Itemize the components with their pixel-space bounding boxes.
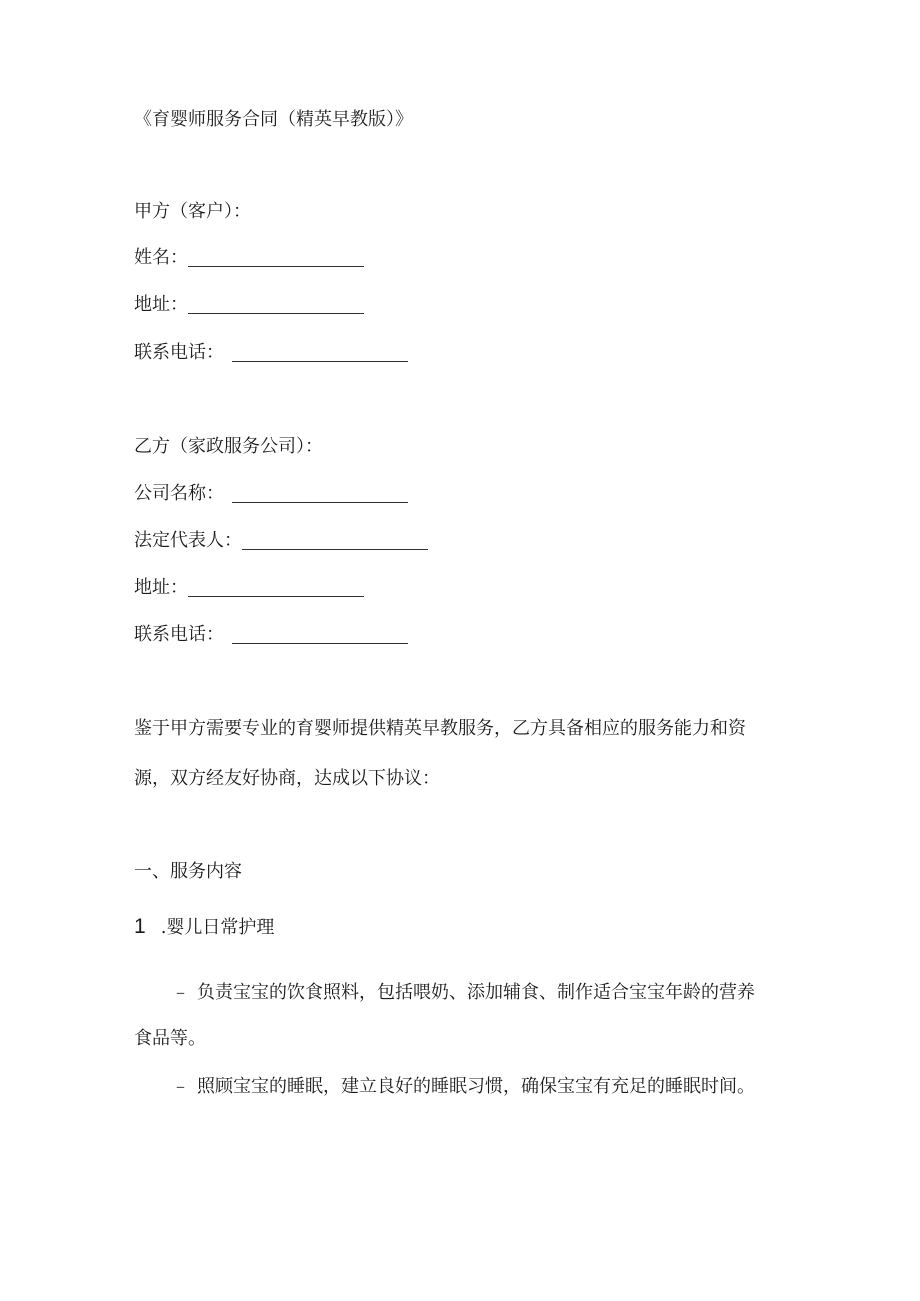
party-b-phone-row [134, 623, 408, 647]
party-b-rep-row [134, 529, 428, 553]
item-1-number: 1 [134, 915, 147, 938]
item-1-heading [134, 915, 274, 940]
party-b-phone-blank[interactable] [232, 625, 408, 644]
party-a-phone-label: 联系电话： [134, 342, 224, 363]
bullet-2-line-1 [176, 1075, 755, 1099]
party-b-heading: 乙方（家政服务公司）： [134, 436, 323, 457]
party-b-company-label: 公司名称： [134, 483, 224, 504]
bullet-1-line-2: 食品等。 [134, 1028, 206, 1049]
intro-line-2: 源，双方经友好协商，达成以下协议： [134, 768, 440, 789]
intro-line-1: 鉴于甲方需要专业的育婴师提供精英早教服务，乙方具备相应的服务能力和资 [134, 718, 746, 739]
party-b-company-row [134, 482, 408, 506]
item-1-text: .婴儿日常护理 [160, 917, 275, 938]
party-a-address-row [134, 293, 364, 317]
bullet-1-line-1 [176, 981, 755, 1005]
party-b-address-blank[interactable] [188, 578, 364, 597]
party-b-company-blank[interactable] [232, 484, 408, 503]
party-a-phone-blank[interactable] [232, 343, 408, 362]
party-b-address-label: 地址： [134, 577, 188, 598]
party-b-rep-label: 法定代表人： [134, 530, 242, 551]
party-a-address-blank[interactable] [188, 295, 364, 314]
party-b-rep-blank[interactable] [242, 531, 428, 550]
bullet-2-text: 照顾宝宝的睡眠，建立良好的睡眠习惯，确保宝宝有充足的睡眠时间。 [197, 1076, 755, 1097]
section-1-heading: 一、服务内容 [134, 861, 242, 882]
party-b-phone-label: 联系电话： [134, 624, 224, 645]
party-a-address-label: 地址： [134, 294, 188, 315]
party-a-name-blank[interactable] [188, 248, 364, 267]
document-title: 《育婴师服务合同（精英早教版）》 [134, 109, 413, 130]
party-a-phone-row [134, 341, 408, 365]
bullet-1-dash: – [176, 982, 185, 1003]
party-b-address-row [134, 576, 364, 600]
party-a-name-row [134, 246, 364, 270]
party-a-name-label: 姓名： [134, 247, 188, 268]
bullet-1-text: 负责宝宝的饮食照料，包括喂奶、添加辅食、制作适合宝宝年龄的营养 [197, 982, 755, 1003]
party-a-heading: 甲方（客户）： [134, 201, 251, 222]
bullet-2-dash: – [176, 1076, 185, 1097]
